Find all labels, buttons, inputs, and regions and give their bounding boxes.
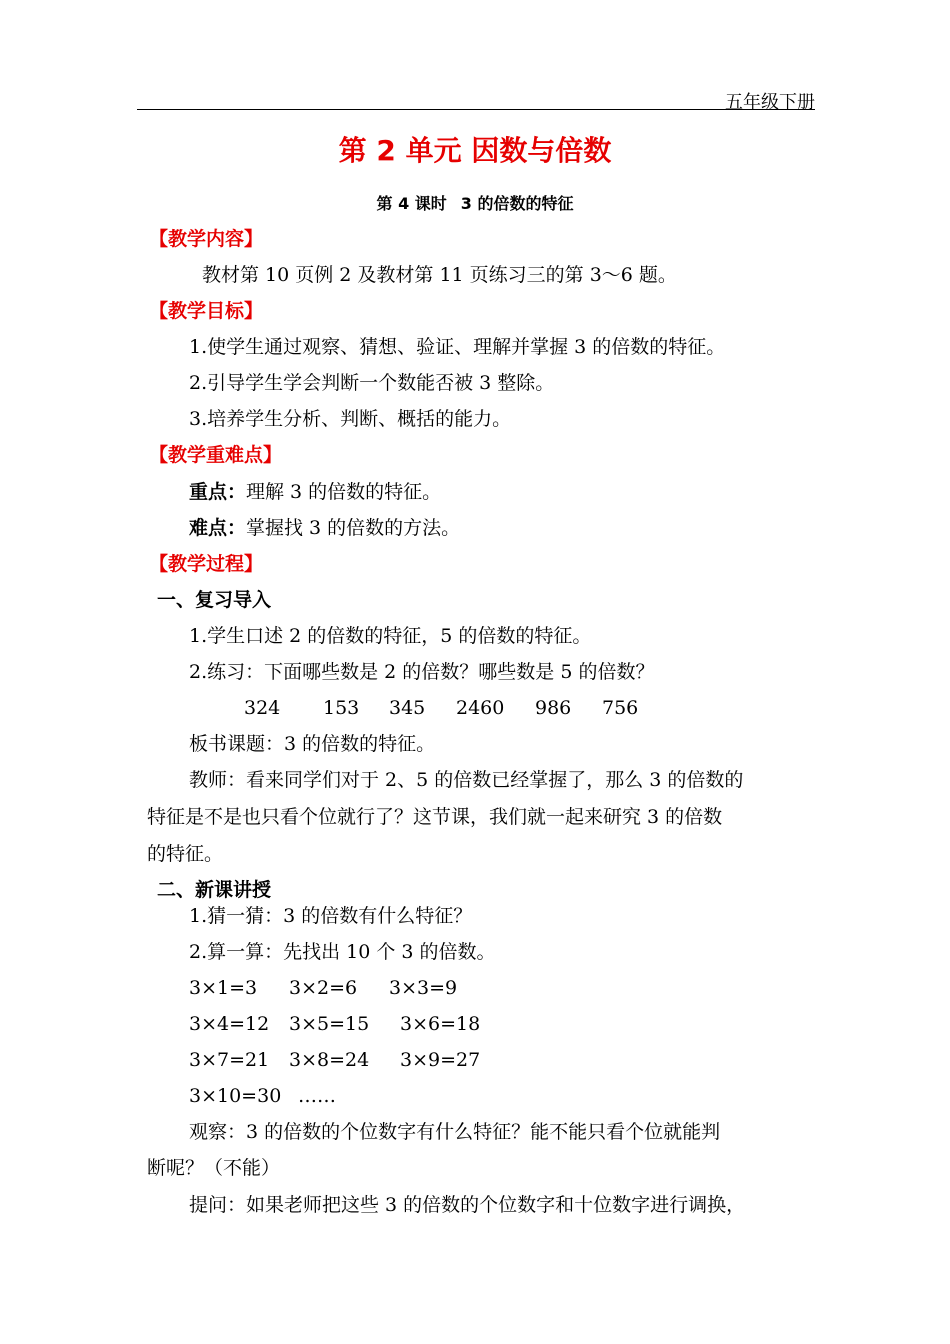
goal-item: 2.引导学生学会判断一个数能否被 3 整除。 — [189, 372, 555, 394]
lesson-title — [0, 191, 950, 214]
key-text: 理解 3 的倍数的特征。 — [246, 481, 442, 503]
difficult-label: 难点： — [189, 517, 247, 539]
lesson-step: 2.算一算：先找出 10 个 3 的倍数。 — [189, 941, 496, 963]
number: 756 — [602, 697, 639, 719]
teacher-text: 的特征。 — [147, 843, 224, 865]
equation: 3×4=12 — [189, 1013, 270, 1035]
number: 345 — [389, 697, 426, 719]
unit-title: 第 2 单元 因数与倍数 — [338, 134, 612, 167]
number: 2460 — [456, 697, 505, 719]
equation-row — [0, 1083, 950, 1109]
equation-row — [0, 1011, 950, 1037]
equation: 3×10=30 — [189, 1085, 282, 1107]
review-item: 1.学生口述 2 的倍数的特征，5 的倍数的特征。 — [189, 625, 592, 647]
equation: 3×6=18 — [400, 1013, 481, 1035]
ellipsis: …… — [298, 1085, 336, 1107]
teacher-text: 特征是不是也只看个位就行了？这节课，我们就一起来研究 3 的倍数 — [147, 806, 723, 828]
equation-row — [0, 1047, 950, 1073]
equation: 3×3=9 — [389, 977, 458, 999]
observe-text: 断呢？（不能） — [147, 1157, 281, 1179]
review-item: 2.练习：下面哪些数是 2 的倍数？哪些数是 5 的倍数？ — [189, 661, 655, 683]
section-heading-process: 【教学过程】 — [149, 553, 264, 575]
number: 986 — [535, 697, 572, 719]
goal-item: 3.培养学生分析、判断、概括的能力。 — [189, 408, 512, 430]
lesson-step: 1.猜一猜：3 的倍数有什么特征？ — [189, 905, 473, 927]
section-heading-keypoints: 【教学重难点】 — [149, 444, 283, 466]
equation: 3×7=21 — [189, 1049, 270, 1071]
content-text: 教材第 10 页例 2 及教材第 11 页练习三的第 3～6 题。 — [202, 264, 677, 286]
equation-row — [0, 975, 950, 1001]
section-heading-content: 【教学内容】 — [149, 228, 264, 250]
equation: 3×5=15 — [289, 1013, 370, 1035]
section-heading-goals: 【教学目标】 — [149, 300, 264, 322]
review-heading: 一、复习导入 — [157, 589, 272, 611]
number-list — [0, 695, 950, 721]
lesson-number: 第 4 课时 — [376, 194, 447, 213]
equation: 3×1=3 — [189, 977, 258, 999]
number: 324 — [244, 697, 281, 719]
equation: 3×8=24 — [289, 1049, 370, 1071]
board-title: 板书课题：3 的倍数的特征。 — [189, 733, 436, 755]
equation: 3×2=6 — [289, 977, 358, 999]
key-label: 重点： — [189, 481, 247, 503]
difficult-text: 掌握找 3 的倍数的方法。 — [246, 517, 461, 539]
goal-item: 1.使学生通过观察、猜想、验证、理解并掌握 3 的倍数的特征。 — [189, 336, 726, 358]
question-text: 提问：如果老师把这些 3 的倍数的个位数字和十位数字进行调换， — [189, 1194, 746, 1216]
number: 153 — [323, 697, 360, 719]
equation: 3×9=27 — [400, 1049, 481, 1071]
observe-text: 观察：3 的倍数的个位数字有什么特征？能不能只看个位就能判 — [189, 1121, 721, 1143]
header-rule — [137, 109, 815, 110]
header-grade: 五年级下册 — [725, 92, 815, 113]
lesson-topic: 3 的倍数的特征 — [460, 194, 574, 213]
teacher-text: 教师：看来同学们对于 2、5 的倍数已经掌握了，那么 3 的倍数的 — [189, 769, 744, 791]
key-point — [189, 479, 441, 505]
difficult-point — [189, 515, 460, 541]
new-lesson-heading: 二、新课讲授 — [157, 879, 272, 901]
